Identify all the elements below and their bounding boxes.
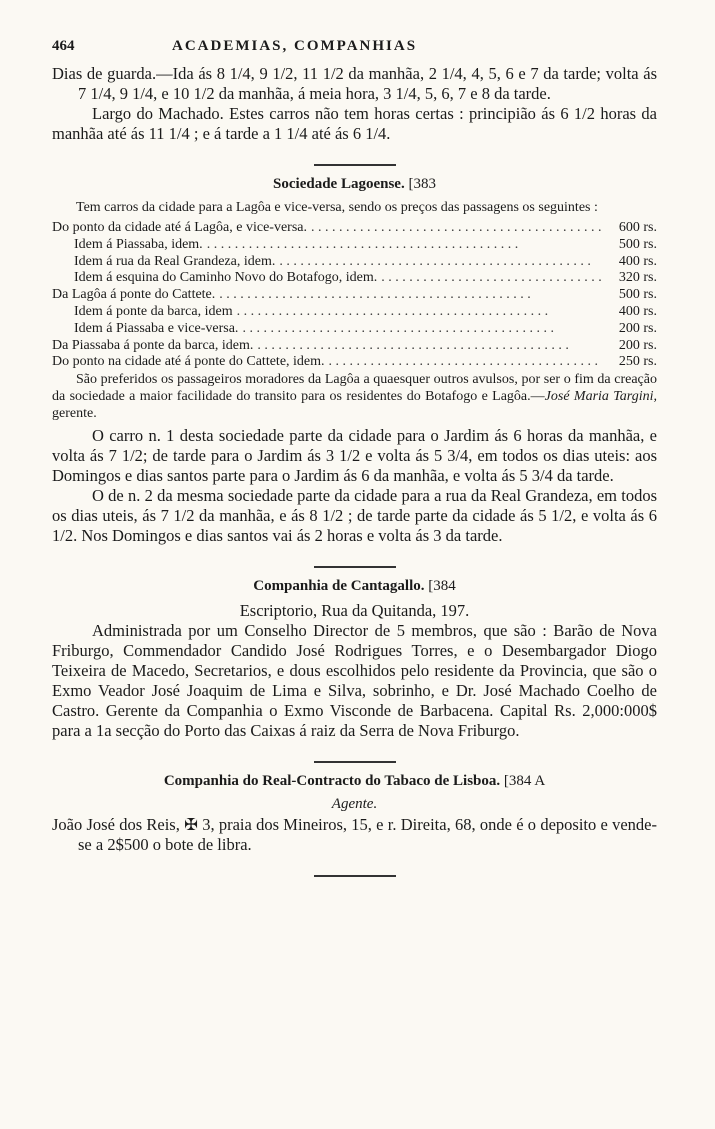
tabaco-number: [384 A: [503, 773, 546, 790]
price-row: [52, 304, 657, 321]
cantagallo-number: [384: [428, 578, 456, 595]
manager-name: José Maria Targini,: [544, 389, 657, 405]
lagoense-note: [52, 371, 657, 422]
divider: [314, 761, 396, 763]
price-label: Idem á Piassaba e vice-versa.: [74, 320, 239, 336]
page: [52, 38, 657, 887]
agent-label: Agente.: [331, 796, 378, 813]
lagoense-note-text: São preferidos os passageiros moradores da Lagôa a quaesquer outros avulsos, por ser o fim da creação da sociedade a maior facilidade do transito para os residentes do Botafogo e Lagôa.—: [52, 372, 657, 405]
tabaco-title-text: Companhia do Real-Contracto do Tabaco de Lisboa.: [163, 773, 501, 790]
price-row: [52, 254, 657, 271]
price-label: Idem á esquina do Caminho Novo do Botafogo, idem.: [74, 270, 378, 286]
divider: [314, 566, 396, 568]
lagoense-intro: Tem carros da cidade para a Lagôa e vice-versa, sendo os preços das passagens os seguintes :: [76, 200, 598, 215]
divider: [314, 875, 396, 877]
lagoense-title: [52, 176, 657, 193]
page-header: [52, 38, 657, 64]
price-value: 400 rs.: [618, 253, 657, 269]
price-value: 200 rs.: [618, 337, 657, 353]
lagoense-title-text: Sociedade Lagoense.: [273, 176, 405, 192]
manager-role: gerente.: [52, 406, 97, 422]
price-list: [52, 220, 657, 371]
price-label: Idem á ponte da barca, idem: [74, 303, 233, 319]
lagoense-carro-2: O de n. 2 da mesma sociedade parte da cidade para a rua da Real Grandeza, em todos os dias uteis, ás 7 1/2 da manhãa, e ás 8 1/2 ; de tarde parte da cidade ás 5 1/2, e volta ás 6 1/2. Nos Domingos e dias santos vai ás 2 horas e volta ás 3 da tarde.: [52, 486, 657, 546]
price-label: Do ponto da cidade até á Lagôa, e vice-versa.: [52, 220, 307, 235]
cantagallo-title-text: Companhia de Cantagallo.: [253, 578, 425, 595]
tabaco-text: João José dos Reis, ✠ 3, praia dos Mineiros, 15, e r. Direita, 68, onde é o deposito e vende-se a 2$500 o bote de libra.: [52, 815, 657, 855]
lagoense-number: [383: [408, 176, 436, 192]
price-label: Idem á Piassaba, idem.: [74, 236, 203, 252]
tabaco-title: [52, 773, 657, 790]
intro-paragraph-2: Largo do Machado. Estes carros não tem horas certas : principião ás 6 1/2 horas da manhãa até ás 11 1/4 ; e á tarde a 1 1/4 até ás 6 1/4.: [52, 104, 657, 143]
running-title: ACADEMIAS, COMPANHIAS: [172, 38, 418, 54]
price-value: 500 rs.: [618, 236, 657, 252]
cantagallo-text: Administrada por um Conselho Director de 5 membros, que são : Barão de Nova Friburgo, Commendador Candido José Rodrigues Torres, e o Desembargador Diogo Teixeira de Macedo, Secretarios, e dous escolhidos pelo residente da Provincia, que são o Exmo Veador José Joaquim de Lima e Silva, sobrinho, e Dr. José Machado Coelho de Castro. Gerente da Companhia o Exmo Visconde de Barbacena. Capital Rs. 2,000:000$ para a 1a secção do Porto das Caixas á raiz da Serra de Nova Friburgo.: [52, 621, 657, 741]
price-row: [52, 287, 657, 304]
price-label: Idem á rua da Real Grandeza, idem.: [74, 253, 276, 269]
price-label: Da Lagôa á ponte do Cattete.: [52, 287, 216, 303]
price-row: [52, 338, 657, 355]
cantagallo-title: [52, 578, 657, 595]
price-label: Da Piassaba á ponte da barca, idem.: [52, 337, 254, 353]
price-value: 500 rs.: [618, 287, 657, 303]
price-row: [52, 354, 657, 371]
price-value: 320 rs.: [618, 270, 657, 286]
price-row: [52, 321, 657, 338]
lagoense-carro-1: O carro n. 1 desta sociedade parte da cidade para o Jardim ás 6 horas da manhãa, e volta ás 7 1/2; de tarde para o Jardim ás 3 1/2 e volta ás 5 3/4, em todos os dias uteis: aos Domingos e dias santos parte para o Jardim ás 6 da manhãa, e volta ás 5 3/4 da tarde.: [52, 426, 657, 486]
price-value: 600 rs.: [618, 220, 657, 235]
price-value: 200 rs.: [618, 320, 657, 336]
intro-paragraph-1: Dias de guarda.—Ida ás 8 1/4, 9 1/2, 11 1/2 da manhãa, 2 1/4, 4, 5, 6 e 7 da tarde; volta ás 7 1/4, 9 1/4, e 10 1/2 da manhãa, á meia hora, 3 1/4, 5, 6, 7 e 8 da tarde.: [52, 64, 657, 103]
price-value: 400 rs.: [618, 303, 657, 319]
price-row: [52, 220, 657, 237]
price-row: [52, 237, 657, 254]
divider: [314, 164, 396, 166]
price-value: 250 rs.: [618, 354, 657, 370]
cantagallo-office: Escriptorio, Rua da Quitanda, 197.: [239, 601, 470, 621]
price-label: Do ponto na cidade até á ponte do Cattete, idem.: [52, 354, 325, 370]
price-row: [52, 270, 657, 287]
page-number: 464: [52, 38, 75, 54]
